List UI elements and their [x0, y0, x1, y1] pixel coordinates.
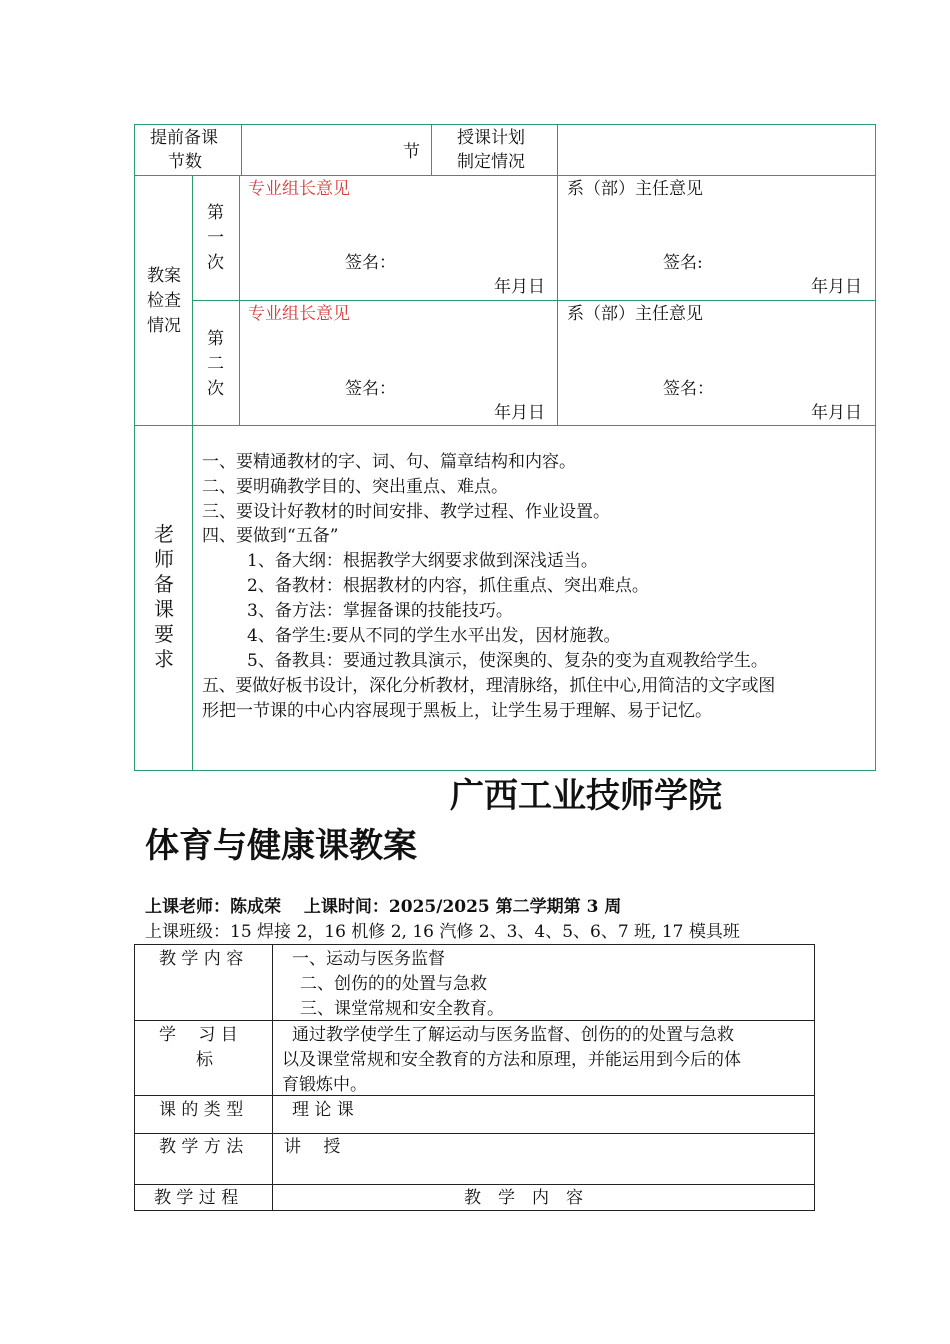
group-leader-opinion-2: 专业组长意见: [248, 304, 350, 324]
content-item-3: 三、课堂常规和安全教育。: [300, 999, 504, 1019]
date-label-2b: 年月日: [811, 403, 862, 423]
prep-label-line1: 提前备课: [150, 128, 218, 148]
plan-label-line2: 制定情况: [457, 152, 525, 172]
plan-label-line1: 授课计划: [457, 128, 525, 148]
first-check-char-1: 第: [207, 203, 224, 223]
requirement-4: 四、要做到“五备”: [202, 526, 339, 546]
requirements-label: [149, 522, 179, 672]
requirement-1: 一、要精通教材的字、词、句、篇章结构和内容。: [202, 452, 576, 472]
type-value: 理 论 课: [292, 1100, 354, 1120]
prep-label-line2: 节数: [168, 152, 202, 172]
method-value: 讲 授: [284, 1137, 341, 1157]
goal-label-line1: 学 习 目: [159, 1025, 238, 1045]
requirement-4-3: 3、备方法：掌握备课的技能技巧。: [247, 601, 513, 621]
check-label-line1: 教案: [147, 266, 181, 286]
goal-label-line2: 标: [196, 1050, 213, 1070]
requirement-3: 三、要设计好教材的时间安排、教学过程、作业设置。: [202, 502, 610, 522]
date-label-1a: 年月日: [494, 277, 545, 297]
date-label-1b: 年月日: [811, 277, 862, 297]
req-label-char: 备: [154, 572, 174, 596]
group-leader-opinion-1: 专业组长意见: [248, 179, 350, 199]
req-label-char: 课: [154, 597, 174, 621]
dept-head-opinion-1: 系（部）主任意见: [567, 179, 703, 199]
content-label: 教 学 内 容: [159, 949, 244, 969]
goal-line-1: 通过教学使学生了解运动与医务监督、创伤的的处置与急救: [292, 1025, 734, 1045]
method-label: 教 学 方 法: [159, 1137, 244, 1157]
second-check-char-1: 第: [207, 329, 224, 349]
requirement-4-1: 1、备大纲：根据教学大纲要求做到深浅适当。: [247, 551, 598, 571]
teacher-time-line: 上课老师：陈成荣 上课时间：2025/2025 第二学期第 3 周: [145, 897, 622, 917]
requirement-2: 二、要明确教学目的、突出重点、难点。: [202, 477, 508, 497]
document-title: 体育与健康课教案: [145, 826, 417, 866]
first-check-char-3: 次: [207, 253, 224, 273]
dept-head-opinion-2: 系（部）主任意见: [567, 304, 703, 324]
requirement-5-line1: 五、要做好板书设计，深化分析教材，理清脉络，抓住中心,用简洁的文字或图: [202, 676, 775, 696]
content-item-1: 一、运动与医务监督: [292, 949, 445, 969]
sign-label-2b: 签名：: [663, 379, 714, 399]
sign-label-1a: 签名：: [345, 253, 396, 273]
class-line: 上课班级：15 焊接 2，16 机修 2, 16 汽修 2、3、4、5、6、7 班, 17 模具班: [145, 922, 740, 942]
sign-label-1b: 签名:: [663, 253, 703, 273]
second-check-char-3: 次: [207, 379, 224, 399]
req-label-char: 要: [154, 622, 174, 646]
second-check-char-2: 二: [207, 354, 224, 374]
section-unit: 节: [403, 142, 420, 162]
req-label-char: 求: [154, 647, 174, 671]
goal-line-3: 育锻炼中。: [282, 1075, 367, 1095]
goal-line-2: 以及课堂常规和安全教育的方法和原理，并能运用到今后的体: [282, 1050, 741, 1070]
req-label-char: 老: [154, 522, 174, 546]
date-label-2a: 年月日: [494, 403, 545, 423]
check-label-line2: 检查: [147, 291, 181, 311]
type-label: 课 的 类 型: [159, 1100, 244, 1120]
content-item-2: 二、创伤的的处置与急救: [300, 974, 487, 994]
school-name: 广西工业技师学院: [450, 776, 722, 816]
requirement-5-line2: 形把一节课的中心内容展现于黑板上，让学生易于理解、易于记忆。: [202, 701, 712, 721]
requirement-4-4: 4、备学生:要从不同的学生水平出发，因材施教。: [247, 626, 621, 646]
first-check-char-2: 一: [207, 228, 224, 248]
requirement-4-2: 2、备教材：根据教材的内容，抓住重点、突出难点。: [247, 576, 649, 596]
req-label-char: 师: [154, 547, 174, 571]
sign-label-2a: 签名：: [345, 379, 396, 399]
requirement-4-5: 5、备教具：要通过教具演示，使深奥的、复杂的变为直观教给学生。: [247, 651, 768, 671]
process-label: 教 学 过 程: [154, 1188, 239, 1208]
check-label-line3: 情况: [147, 316, 181, 336]
process-content-header: 教 学 内 容: [464, 1188, 583, 1208]
